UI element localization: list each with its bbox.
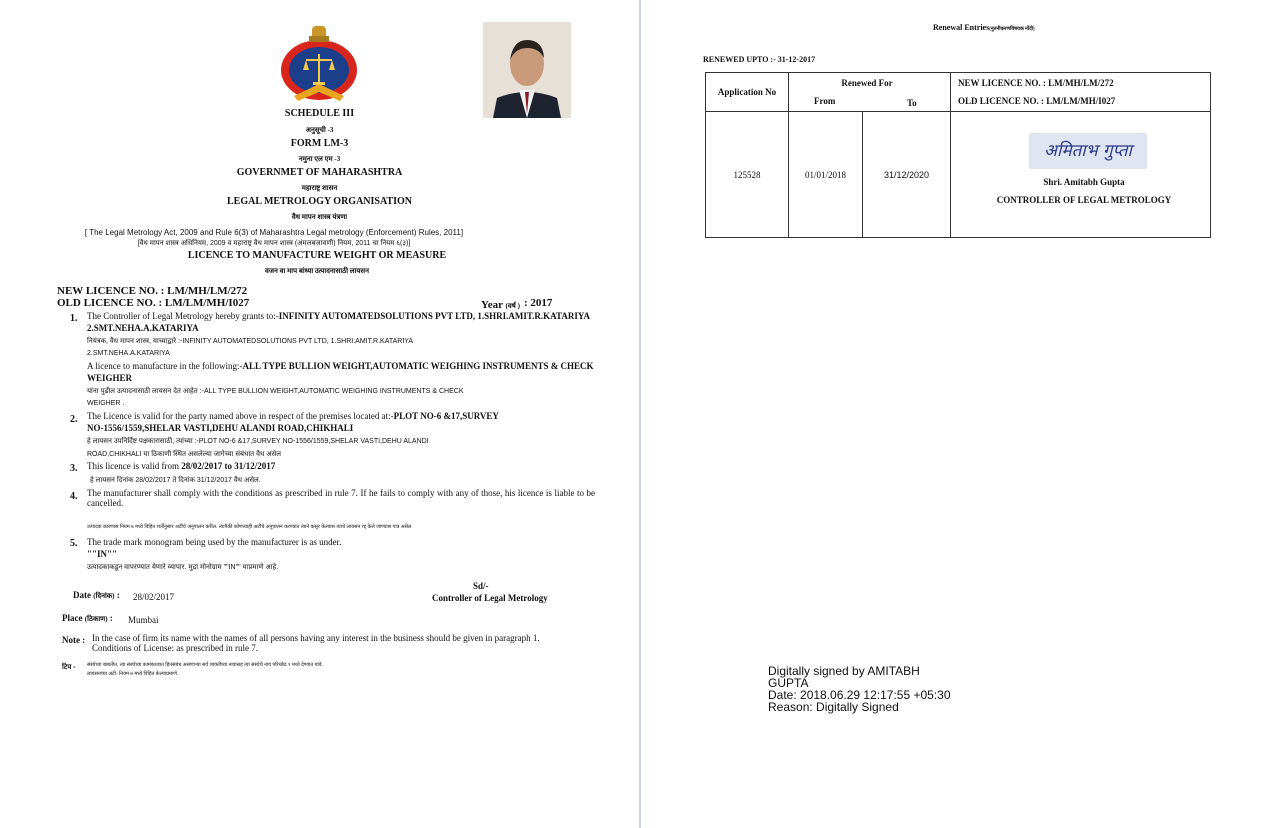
application-number: 125528 <box>706 112 789 238</box>
premises-address: NO-1556/1559,SHELAR VASTI,DEHU ALANDI ROAD,CHIKHALI <box>87 423 354 433</box>
licence-title: LICENCE TO MANUFACTURE WEIGHT OR MEASURE <box>187 250 447 261</box>
manufacture-statement-mr: यांना पुढील उत्पादनासाठी लायसन देत आहेत :-ALL TYPE BULLION WEIGHT,AUTOMATIC WEIGHING INSTRUMENTS & CHECK <box>87 388 464 395</box>
grant-statement-mr: नियंत्रक, वैध मापन शास्त्र, याच्याद्वारे :-INFINITY AUTOMATEDSOLUTIONS PVT LTD, 1.SHRI.AMIT.R.KATARIYA <box>87 338 414 345</box>
digital-signature-line: Digitally signed by AMITABH <box>768 664 920 678</box>
to-label: To <box>907 98 917 108</box>
premises-statement-mr: हे लायसन उपनिर्दिष्ट पक्षकारासाठी, त्यांच्या :-PLOT NO-6 &17,SURVEY NO-1556/1559,SHELAR VASTI,DEHU ALANDI <box>87 438 429 445</box>
premises-statement-mr-cont: ROAD,CHIKHALI या ठिकाणी स्थित असलेल्या जागेच्या संबंधात वैध असेल <box>87 451 282 458</box>
controller-signatory: Controller of Legal Metrology <box>432 593 548 603</box>
compliance-statement: The manufacturer shall comply with the conditions as prescribed in rule 7. If he fails to comply with any of those, his licence is liable to be cancelled. <box>87 488 595 508</box>
organisation-heading: LEGAL METROLOGY ORGANISATION <box>226 196 413 207</box>
compliance-statement-mr: उत्पादक कारणास नियम ७ मध्ये विहित शर्तीनुसार अटींचे अनुपालन करील. त्यापैकी कोणत्याही अटींचे अनुपालन करण्यात त्याने कसूर केल्यास त्याचे लायसन रद्द केले जाण्यास पात्र असेल <box>87 524 412 530</box>
licence-numbers-cell <box>951 73 1211 112</box>
digital-signature-block <box>768 665 951 713</box>
grant-partner-mr: 2.SMT.NEHA.A.KATARIYA <box>87 350 170 357</box>
premises-statement: The Licence is valid for the party named above in respect of the premises located at:-PLOT NO-6 &17,SURVEY <box>87 411 499 421</box>
officer-title: CONTROLLER OF LEGAL METROLOGY <box>996 194 1172 205</box>
new-licence-number: NEW LICENCE NO. : LM/MH/LM/272 <box>57 285 248 297</box>
manufacture-statement: A licence to manufacture in the following:-ALL TYPE BULLION WEIGHT,AUTOMATIC WEIGHING INSTRUMENTS & CHECK <box>87 361 594 371</box>
item-number: 2. <box>70 414 78 425</box>
digital-signature-reason: Reason: Digitally Signed <box>768 700 899 714</box>
tip-text: संस्थेच्या बाबतीत, त्या संस्थेच्या कामकाजात हितसंबंध असणाऱ्या सर्व व्यक्तींच्या नावासह त्या संस्थेचे नाव परिच्छेद १ मध्ये देण्यात यावे. <box>87 662 323 668</box>
column-header-application: Application No <box>706 73 789 112</box>
renewal-entries-heading: Renewal Entries(नुतनीकरणविषयक नोंदी) <box>933 23 1035 32</box>
trademark-statement-mr: उत्पादकाकडून वापरण्यात येणारे व्यापार. मुद्रा मोनोग्राम ""IN"" याप्रमाणे आहे. <box>87 564 279 571</box>
digital-signature-line: GUPTA <box>768 676 809 690</box>
licence-title-mr: वजन वा माप बांध्या उत्पादनासाठी लायसन <box>264 267 370 275</box>
note-text: In the case of firm its name with the names of all persons having any interest in the business should be given in paragraph 1. <box>92 633 540 643</box>
act-reference: [ The Legal Metrology Act, 2009 and Rule 6(3) of Maharashtra Legal metrology (Enforcement) Rules, 2011] <box>84 228 464 237</box>
act-reference-mr: [वैध मापन शास्त्र अधिनियम, 2009 व महाराष्ट्र वैध मापन शास्त्र (अंमलबजावणी) नियम, 2011 चा नियम ६(३)] <box>137 240 411 247</box>
validity-statement: This licence is valid from 28/02/2017 to 31/12/2017 <box>87 461 276 471</box>
renewal-table <box>705 72 1211 238</box>
item-number: 3. <box>70 463 78 474</box>
digital-signature-date: Date: 2018.06.29 12:17:55 +05:30 <box>768 688 951 702</box>
maharashtra-legal-metrology-emblem <box>274 22 364 102</box>
renewal-old-licence: OLD LICENCE NO. : LM/LM/MH/I027 <box>958 96 1116 106</box>
column-header-renewed-for <box>789 73 951 112</box>
renewal-to-date: 31/12/2020 <box>863 112 951 238</box>
licensee-photo <box>483 22 571 118</box>
validity-statement-mr: हे लायसन दिनांक 28/02/2017 ते दिनांक 31/12/2017 वैध असेल. <box>90 477 261 484</box>
old-licence-number: OLD LICENCE NO. : LM/LM/MH/I027 <box>57 297 250 309</box>
place-label: Place (ठिकाण) : <box>62 613 113 623</box>
government-heading: GOVERNMET OF MAHARASHTRA <box>236 167 403 178</box>
tip-conditions: लायसनच्या अटी- नियम ७ मध्ये विहित केल्याप्रमाणे. <box>87 671 179 677</box>
handwritten-signature: अमिताभ गुप्ता <box>1029 133 1147 169</box>
renewed-for-label: Renewed For <box>841 78 893 88</box>
year-value: : 2017 <box>524 297 553 309</box>
manufacture-statement-mr-cont: WEIGHER . <box>87 400 125 407</box>
sd-mark: Sd/- <box>473 581 489 591</box>
form-heading: FORM LM-3 <box>290 138 349 149</box>
trademark-monogram: ""IN"" <box>87 549 117 559</box>
grant-partner: 2.SMT.NEHA.A.KATARIYA <box>87 323 199 333</box>
issue-date: 28/02/2017 <box>133 592 175 602</box>
tip-label: टिप - <box>62 664 76 671</box>
renewal-new-licence: NEW LICENCE NO. : LM/MH/LM/272 <box>958 78 1114 88</box>
note-conditions: Conditions of License: as prescribed in rule 7. <box>92 643 258 653</box>
date-label: Date (दिनांक) : <box>73 590 120 600</box>
organisation-heading-mr: वैध मापन शास्त्र यंत्रणा <box>291 213 348 221</box>
form-heading-mr: नमुना एल एम -3 <box>298 155 341 163</box>
schedule-heading: SCHEDULE III <box>284 108 355 119</box>
renewal-from-date: 01/01/2018 <box>789 112 863 238</box>
licence-page <box>0 0 639 828</box>
grant-statement: The Controller of Legal Metrology hereby grants to:-INFINITY AUTOMATEDSOLUTIONS PVT LTD, 1.SHRI.AMIT.R.KATARIYA <box>87 311 591 321</box>
manufacture-statement-cont: WEIGHER <box>87 373 133 383</box>
renewed-upto: RENEWED UPTO :- 31-12-2017 <box>703 55 816 64</box>
item-number: 4. <box>70 491 78 502</box>
trademark-statement: The trade mark monogram being used by the manufacturer is as under. <box>87 537 342 547</box>
government-heading-mr: महाराष्ट्र शासन <box>301 184 338 192</box>
officer-name: Shri. Amitabh Gupta <box>1043 176 1125 187</box>
place-value: Mumbai <box>128 615 159 625</box>
item-number: 1. <box>70 313 78 324</box>
from-label: From <box>814 96 836 106</box>
officer-signature-cell <box>951 112 1211 238</box>
schedule-heading-mr: अनुसूची -3 <box>305 126 334 134</box>
item-number: 5. <box>70 538 78 549</box>
year-label: Year (वर्ष ) <box>481 299 520 311</box>
note-label: Note : <box>62 635 86 645</box>
